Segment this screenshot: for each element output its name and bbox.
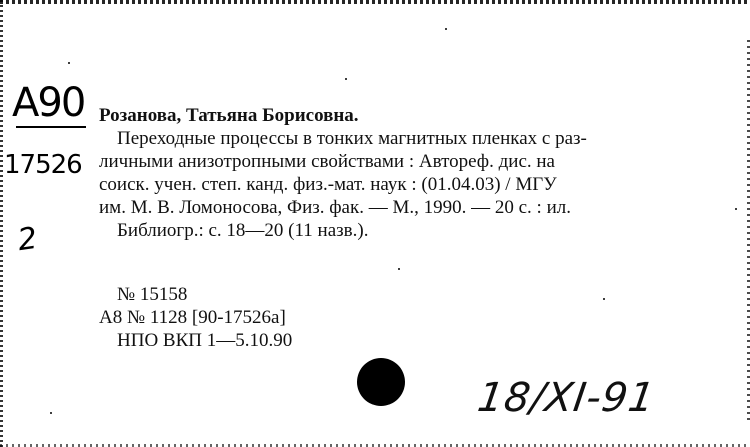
record-number: № 15158	[117, 284, 188, 305]
bibliography-line: Библиогр.: с. 18—20 (11 назв.).	[117, 220, 369, 241]
inventory-number: 17526	[4, 150, 82, 180]
shelfmark: A90	[12, 80, 85, 126]
description-line: им. М. В. Ломоносова, Физ. фак. — М., 1990. — 20 с. : ил.	[99, 197, 571, 218]
card-edge-left	[0, 0, 3, 447]
speck	[445, 28, 447, 30]
description-line: личными анизотропными свойствами : Автореф. дис. на	[99, 151, 555, 172]
speck	[345, 78, 347, 80]
catalog-number: А8 № 1128 [90-17526а]	[99, 307, 286, 328]
speck	[398, 268, 400, 270]
speck	[735, 208, 737, 210]
description-line: соиск. учен. степ. канд. физ.-мат. наук : (01.04.03) / МГУ	[99, 174, 557, 195]
handwritten-date: 18/XI-91	[474, 375, 659, 421]
publisher-code: НПО ВКП 1—5.10.90	[117, 330, 293, 351]
shelfmark-underline	[16, 126, 86, 128]
card-edge-top	[0, 0, 750, 4]
speck	[50, 412, 52, 414]
speck	[603, 298, 605, 300]
description-line: Переходные процессы в тонких магнитных пленках с раз-	[117, 128, 587, 149]
handwritten-mark: 2	[15, 220, 40, 259]
speck	[68, 62, 70, 64]
punch-hole	[357, 358, 405, 406]
author-heading: Розанова, Татьяна Борисовна.	[99, 105, 359, 126]
